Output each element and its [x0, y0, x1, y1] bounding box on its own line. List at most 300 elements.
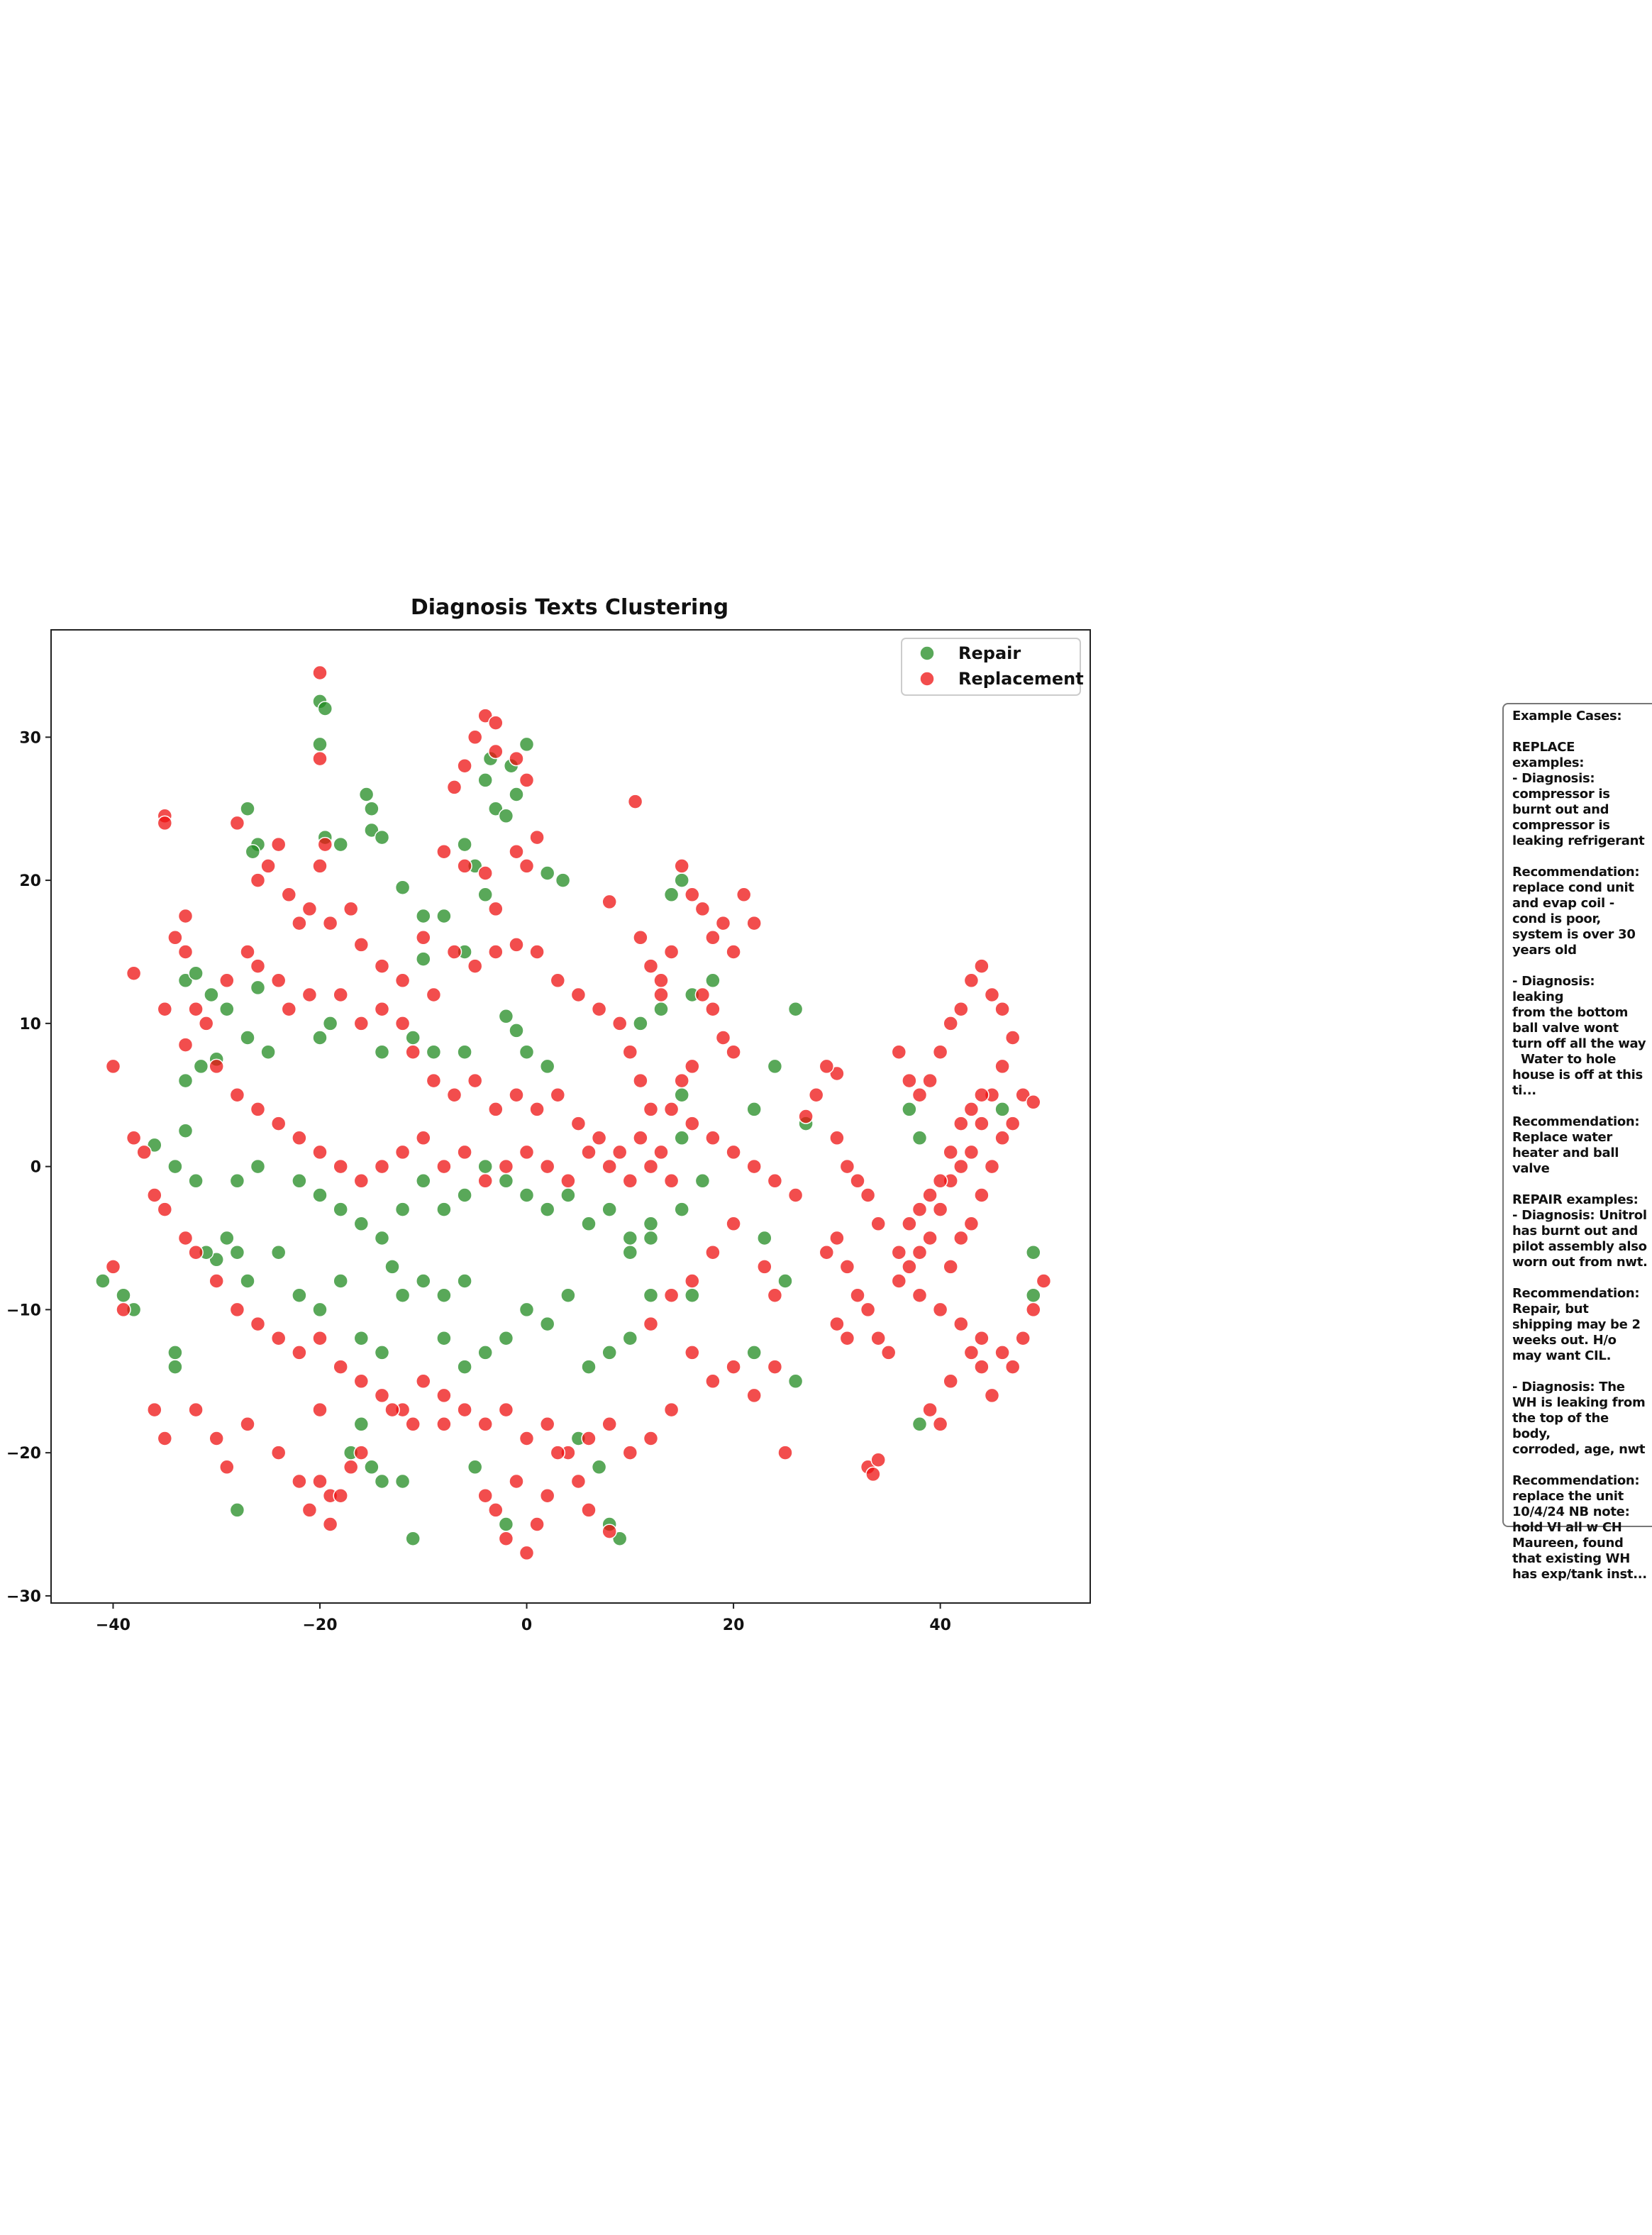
- point-repair: [561, 1188, 575, 1202]
- point-replacement: [509, 845, 523, 859]
- point-repair: [375, 1475, 389, 1489]
- point-repair: [675, 873, 689, 887]
- point-replacement: [975, 1116, 989, 1131]
- point-replacement: [437, 1160, 451, 1174]
- point-replacement: [654, 973, 668, 987]
- point-replacement: [157, 1002, 172, 1016]
- point-replacement: [644, 959, 658, 973]
- point-repair: [499, 1174, 513, 1188]
- point-replacement: [933, 1202, 948, 1216]
- point-replacement: [282, 887, 296, 902]
- point-replacement: [354, 1446, 368, 1460]
- plot-points: [96, 666, 1051, 1560]
- point-replacement: [943, 1374, 958, 1388]
- point-replacement: [448, 780, 462, 794]
- point-replacement: [571, 1116, 585, 1131]
- point-replacement: [313, 752, 327, 766]
- point-replacement: [406, 1045, 420, 1059]
- point-repair: [675, 1131, 689, 1145]
- y-tick-label: 10: [19, 1015, 41, 1033]
- point-repair: [458, 1188, 472, 1202]
- point-replacement: [685, 1059, 699, 1073]
- point-replacement: [819, 1059, 833, 1073]
- point-replacement: [665, 1102, 679, 1116]
- point-repair: [251, 980, 265, 994]
- point-repair: [360, 787, 374, 802]
- point-replacement: [985, 988, 999, 1002]
- point-replacement: [943, 1016, 958, 1031]
- point-replacement: [933, 1174, 948, 1188]
- x-tick-label: −40: [95, 1616, 131, 1634]
- point-repair: [695, 1174, 709, 1188]
- point-replacement: [964, 1346, 978, 1360]
- point-repair: [644, 1216, 658, 1231]
- point-replacement: [344, 1460, 358, 1474]
- point-replacement: [1036, 1274, 1050, 1288]
- point-replacement: [354, 1174, 368, 1188]
- point-replacement: [866, 1467, 880, 1481]
- point-replacement: [726, 1216, 741, 1231]
- point-replacement: [272, 973, 286, 987]
- point-replacement: [157, 1202, 172, 1216]
- point-replacement: [530, 945, 544, 959]
- point-replacement: [582, 1145, 596, 1159]
- point-replacement: [602, 1160, 616, 1174]
- point-replacement: [954, 1160, 968, 1174]
- point-repair: [396, 1202, 410, 1216]
- point-replacement: [509, 938, 523, 952]
- point-replacement: [943, 1145, 958, 1159]
- point-replacement: [354, 1016, 368, 1031]
- point-replacement: [157, 1431, 172, 1446]
- point-replacement: [954, 1116, 968, 1131]
- point-replacement: [623, 1446, 637, 1460]
- point-replacement: [767, 1174, 782, 1188]
- point-replacement: [478, 866, 492, 880]
- point-replacement: [106, 1059, 121, 1073]
- point-replacement: [375, 1388, 389, 1402]
- point-repair: [499, 809, 513, 823]
- point-replacement: [416, 1131, 431, 1145]
- point-replacement: [923, 1188, 937, 1202]
- point-replacement: [520, 859, 534, 873]
- point-replacement: [509, 1088, 523, 1102]
- point-repair: [96, 1274, 110, 1288]
- point-repair: [767, 1059, 782, 1073]
- point-replacement: [323, 916, 338, 931]
- point-replacement: [995, 1131, 1009, 1145]
- point-repair: [385, 1260, 399, 1274]
- point-replacement: [302, 902, 316, 916]
- point-replacement: [954, 1231, 968, 1246]
- point-repair: [375, 831, 389, 845]
- point-replacement: [313, 1331, 327, 1346]
- point-replacement: [489, 1503, 503, 1517]
- point-replacement: [127, 1131, 141, 1145]
- point-replacement: [571, 988, 585, 1002]
- point-repair: [602, 1202, 616, 1216]
- y-tick-label: −10: [6, 1302, 41, 1320]
- point-repair: [478, 887, 492, 902]
- point-repair: [902, 1102, 916, 1116]
- point-replacement: [240, 945, 255, 959]
- point-replacement: [396, 1145, 410, 1159]
- point-replacement: [1006, 1031, 1020, 1045]
- point-repair: [582, 1360, 596, 1374]
- legend-marker-repair: [920, 646, 934, 660]
- point-replacement: [189, 1002, 203, 1016]
- point-replacement: [251, 873, 265, 887]
- point-repair: [520, 1045, 534, 1059]
- point-repair: [556, 873, 570, 887]
- point-replacement: [767, 1288, 782, 1302]
- point-replacement: [644, 1431, 658, 1446]
- point-replacement: [913, 1288, 927, 1302]
- point-repair: [220, 1231, 234, 1246]
- point-repair: [685, 1288, 699, 1302]
- point-replacement: [292, 1475, 306, 1489]
- point-replacement: [913, 1088, 927, 1102]
- point-replacement: [416, 931, 431, 945]
- point-replacement: [799, 1109, 813, 1124]
- point-replacement: [902, 1074, 916, 1088]
- point-repair: [520, 737, 534, 751]
- point-repair: [240, 1274, 255, 1288]
- point-repair: [789, 1374, 803, 1388]
- point-repair: [520, 1302, 534, 1316]
- point-replacement: [571, 1475, 585, 1489]
- point-replacement: [540, 1489, 555, 1503]
- point-replacement: [530, 831, 544, 845]
- point-replacement: [882, 1346, 896, 1360]
- point-replacement: [489, 945, 503, 959]
- point-repair: [168, 1360, 182, 1374]
- point-replacement: [923, 1403, 937, 1417]
- point-replacement: [726, 1145, 741, 1159]
- point-replacement: [272, 1116, 286, 1131]
- point-replacement: [509, 1475, 523, 1489]
- y-tick-label: −20: [6, 1445, 41, 1463]
- point-replacement: [230, 1088, 244, 1102]
- point-replacement: [220, 973, 234, 987]
- point-repair: [540, 1317, 555, 1331]
- point-repair: [116, 1288, 131, 1302]
- legend-marker-replacement: [920, 672, 934, 686]
- point-replacement: [975, 1188, 989, 1202]
- point-replacement: [654, 988, 668, 1002]
- point-replacement: [333, 1160, 348, 1174]
- point-replacement: [975, 1360, 989, 1374]
- point-replacement: [499, 1403, 513, 1417]
- point-repair: [396, 880, 410, 894]
- point-replacement: [550, 1088, 565, 1102]
- point-repair: [313, 1188, 327, 1202]
- point-replacement: [789, 1188, 803, 1202]
- point-replacement: [209, 1274, 223, 1288]
- point-replacement: [292, 1131, 306, 1145]
- point-repair: [758, 1231, 772, 1246]
- point-repair: [509, 787, 523, 802]
- point-repair: [261, 1045, 275, 1059]
- point-repair: [458, 1274, 472, 1288]
- point-repair: [706, 973, 720, 987]
- point-repair: [747, 1102, 761, 1116]
- point-repair: [602, 1346, 616, 1360]
- point-repair: [396, 1475, 410, 1489]
- point-replacement: [613, 1145, 627, 1159]
- point-replacement: [726, 1045, 741, 1059]
- point-repair: [623, 1331, 637, 1346]
- point-repair: [478, 773, 492, 787]
- point-repair: [592, 1460, 606, 1474]
- point-repair: [375, 1346, 389, 1360]
- point-replacement: [1006, 1116, 1020, 1131]
- point-replacement: [333, 988, 348, 1002]
- point-replacement: [272, 838, 286, 852]
- point-replacement: [313, 1403, 327, 1417]
- point-repair: [582, 1216, 596, 1231]
- y-tick-label: −30: [6, 1587, 41, 1606]
- point-replacement: [995, 1002, 1009, 1016]
- point-replacement: [489, 902, 503, 916]
- point-replacement: [302, 988, 316, 1002]
- point-replacement: [251, 1102, 265, 1116]
- point-replacement: [850, 1174, 865, 1188]
- point-replacement: [313, 859, 327, 873]
- point-repair: [365, 802, 379, 816]
- point-replacement: [437, 845, 451, 859]
- point-repair: [665, 887, 679, 902]
- point-replacement: [861, 1188, 875, 1202]
- point-replacement: [665, 1288, 679, 1302]
- annotation-text: Example Cases: REPLACE examples: - Diagnosis: compressor is burnt out and compressor is leaking refrigerant Recommendation: replace cond unit and evap coil - cond is poor, system is over 30 years old - Diagnosis: leaking from the bottom ball valve wont turn off all the way Water to hole house is off at this ti... Recommendation: Replace water heater and ball valve REPAIR examples: - Diagnosis: Unitrol has burnt out and pilot assembly also worn out from nwt. Recommendation: Repair, but shipping may be 2 weeks out. H/o may want CIL. - Diagnosis: The WH is leaking from the top of the body, corroded, age, nwt Recommendation: replace the unit 10/4/24 NB note: hold VI all w CH Maureen, found that existing WH has exp/tank inst...: [1512, 709, 1648, 1582]
- point-replacement: [592, 1131, 606, 1145]
- point-replacement: [628, 794, 643, 809]
- point-replacement: [375, 1160, 389, 1174]
- point-replacement: [292, 1346, 306, 1360]
- point-replacement: [333, 1360, 348, 1374]
- point-replacement: [892, 1246, 906, 1260]
- point-repair: [437, 1202, 451, 1216]
- point-replacement: [313, 1145, 327, 1159]
- point-replacement: [716, 916, 731, 931]
- point-replacement: [179, 909, 193, 924]
- point-replacement: [985, 1388, 999, 1402]
- point-repair: [913, 1131, 927, 1145]
- point-replacement: [913, 1202, 927, 1216]
- y-tick-label: 0: [30, 1158, 41, 1177]
- point-replacement: [675, 1074, 689, 1088]
- point-replacement: [644, 1102, 658, 1116]
- point-replacement: [830, 1317, 844, 1331]
- point-replacement: [179, 1038, 193, 1052]
- point-replacement: [240, 1417, 255, 1431]
- point-repair: [458, 838, 472, 852]
- point-replacement: [106, 1260, 121, 1274]
- point-replacement: [323, 1517, 338, 1531]
- y-tick-label: 30: [19, 729, 41, 748]
- point-replacement: [602, 1417, 616, 1431]
- point-repair: [458, 1360, 472, 1374]
- point-replacement: [550, 973, 565, 987]
- point-replacement: [850, 1288, 865, 1302]
- point-replacement: [675, 859, 689, 873]
- point-replacement: [448, 1088, 462, 1102]
- point-replacement: [644, 1160, 658, 1174]
- point-replacement: [302, 1503, 316, 1517]
- point-replacement: [747, 1160, 761, 1174]
- point-replacement: [747, 1388, 761, 1402]
- point-replacement: [923, 1231, 937, 1246]
- point-repair: [499, 1517, 513, 1531]
- point-replacement: [426, 988, 440, 1002]
- point-replacement: [913, 1246, 927, 1260]
- point-replacement: [623, 1045, 637, 1059]
- point-replacement: [292, 916, 306, 931]
- point-replacement: [665, 945, 679, 959]
- point-replacement: [561, 1174, 575, 1188]
- point-repair: [561, 1288, 575, 1302]
- point-repair: [633, 1016, 648, 1031]
- point-replacement: [975, 1088, 989, 1102]
- point-replacement: [272, 1446, 286, 1460]
- point-replacement: [272, 1331, 286, 1346]
- point-replacement: [333, 1489, 348, 1503]
- point-replacement: [540, 1417, 555, 1431]
- point-replacement: [758, 1260, 772, 1274]
- point-replacement: [489, 1102, 503, 1116]
- point-replacement: [1026, 1302, 1041, 1316]
- point-replacement: [509, 752, 523, 766]
- point-replacement: [767, 1360, 782, 1374]
- point-repair: [240, 802, 255, 816]
- point-replacement: [468, 730, 482, 744]
- point-replacement: [943, 1260, 958, 1274]
- point-replacement: [396, 973, 410, 987]
- point-replacement: [665, 1174, 679, 1188]
- point-replacement: [385, 1403, 399, 1417]
- point-replacement: [179, 1231, 193, 1246]
- point-replacement: [406, 1417, 420, 1431]
- point-replacement: [499, 1160, 513, 1174]
- point-replacement: [964, 1145, 978, 1159]
- point-replacement: [985, 1160, 999, 1174]
- point-repair: [747, 1346, 761, 1360]
- point-replacement: [520, 1431, 534, 1446]
- point-replacement: [468, 1074, 482, 1088]
- point-repair: [220, 1002, 234, 1016]
- point-replacement: [489, 745, 503, 759]
- point-repair: [168, 1346, 182, 1360]
- point-replacement: [644, 1317, 658, 1331]
- point-replacement: [313, 1475, 327, 1489]
- point-repair: [437, 1331, 451, 1346]
- point-repair: [540, 1059, 555, 1073]
- point-replacement: [478, 1174, 492, 1188]
- point-repair: [354, 1216, 368, 1231]
- point-replacement: [623, 1174, 637, 1188]
- example-cases-annotation: [1502, 703, 1652, 1582]
- point-replacement: [633, 1131, 648, 1145]
- point-replacement: [633, 1074, 648, 1088]
- point-repair: [654, 1002, 668, 1016]
- point-replacement: [840, 1331, 854, 1346]
- point-replacement: [706, 931, 720, 945]
- point-repair: [406, 1031, 420, 1045]
- point-repair: [396, 1288, 410, 1302]
- point-replacement: [168, 931, 182, 945]
- point-repair: [416, 952, 431, 966]
- point-replacement: [426, 1074, 440, 1088]
- point-repair: [318, 701, 332, 716]
- point-replacement: [665, 1403, 679, 1417]
- point-repair: [406, 1531, 420, 1546]
- point-replacement: [437, 1417, 451, 1431]
- point-replacement: [706, 1131, 720, 1145]
- chart-title: Diagnosis Texts Clustering: [410, 595, 729, 620]
- point-replacement: [375, 1002, 389, 1016]
- point-replacement: [148, 1188, 162, 1202]
- point-replacement: [313, 666, 327, 680]
- y-tick-label: 20: [19, 872, 41, 891]
- point-replacement: [706, 1002, 720, 1016]
- point-replacement: [685, 887, 699, 902]
- point-replacement: [613, 1016, 627, 1031]
- point-repair: [416, 909, 431, 924]
- point-replacement: [954, 1002, 968, 1016]
- point-replacement: [633, 931, 648, 945]
- point-repair: [499, 1331, 513, 1346]
- point-repair: [675, 1088, 689, 1102]
- x-tick-label: 20: [722, 1616, 745, 1634]
- point-replacement: [530, 1102, 544, 1116]
- point-repair: [540, 866, 555, 880]
- point-replacement: [933, 1045, 948, 1059]
- point-replacement: [592, 1002, 606, 1016]
- point-repair: [313, 1302, 327, 1316]
- point-replacement: [902, 1216, 916, 1231]
- point-replacement: [706, 1246, 720, 1260]
- point-repair: [333, 1274, 348, 1288]
- point-repair: [194, 1059, 208, 1073]
- x-tick-label: 0: [521, 1616, 533, 1634]
- point-repair: [778, 1274, 792, 1288]
- point-replacement: [933, 1302, 948, 1316]
- point-repair: [272, 1246, 286, 1260]
- point-repair: [1026, 1246, 1041, 1260]
- point-replacement: [582, 1503, 596, 1517]
- point-repair: [540, 1202, 555, 1216]
- point-repair: [333, 838, 348, 852]
- point-repair: [245, 845, 260, 859]
- point-replacement: [499, 1531, 513, 1546]
- point-replacement: [809, 1088, 824, 1102]
- point-replacement: [520, 1145, 534, 1159]
- point-replacement: [706, 1374, 720, 1388]
- point-repair: [354, 1417, 368, 1431]
- point-repair: [416, 1174, 431, 1188]
- point-replacement: [1006, 1360, 1020, 1374]
- point-replacement: [995, 1346, 1009, 1360]
- point-replacement: [695, 902, 709, 916]
- point-replacement: [344, 902, 358, 916]
- point-replacement: [220, 1460, 234, 1474]
- point-repair: [240, 1031, 255, 1045]
- point-replacement: [861, 1302, 875, 1316]
- point-replacement: [726, 1360, 741, 1374]
- point-replacement: [282, 1002, 296, 1016]
- point-replacement: [964, 973, 978, 987]
